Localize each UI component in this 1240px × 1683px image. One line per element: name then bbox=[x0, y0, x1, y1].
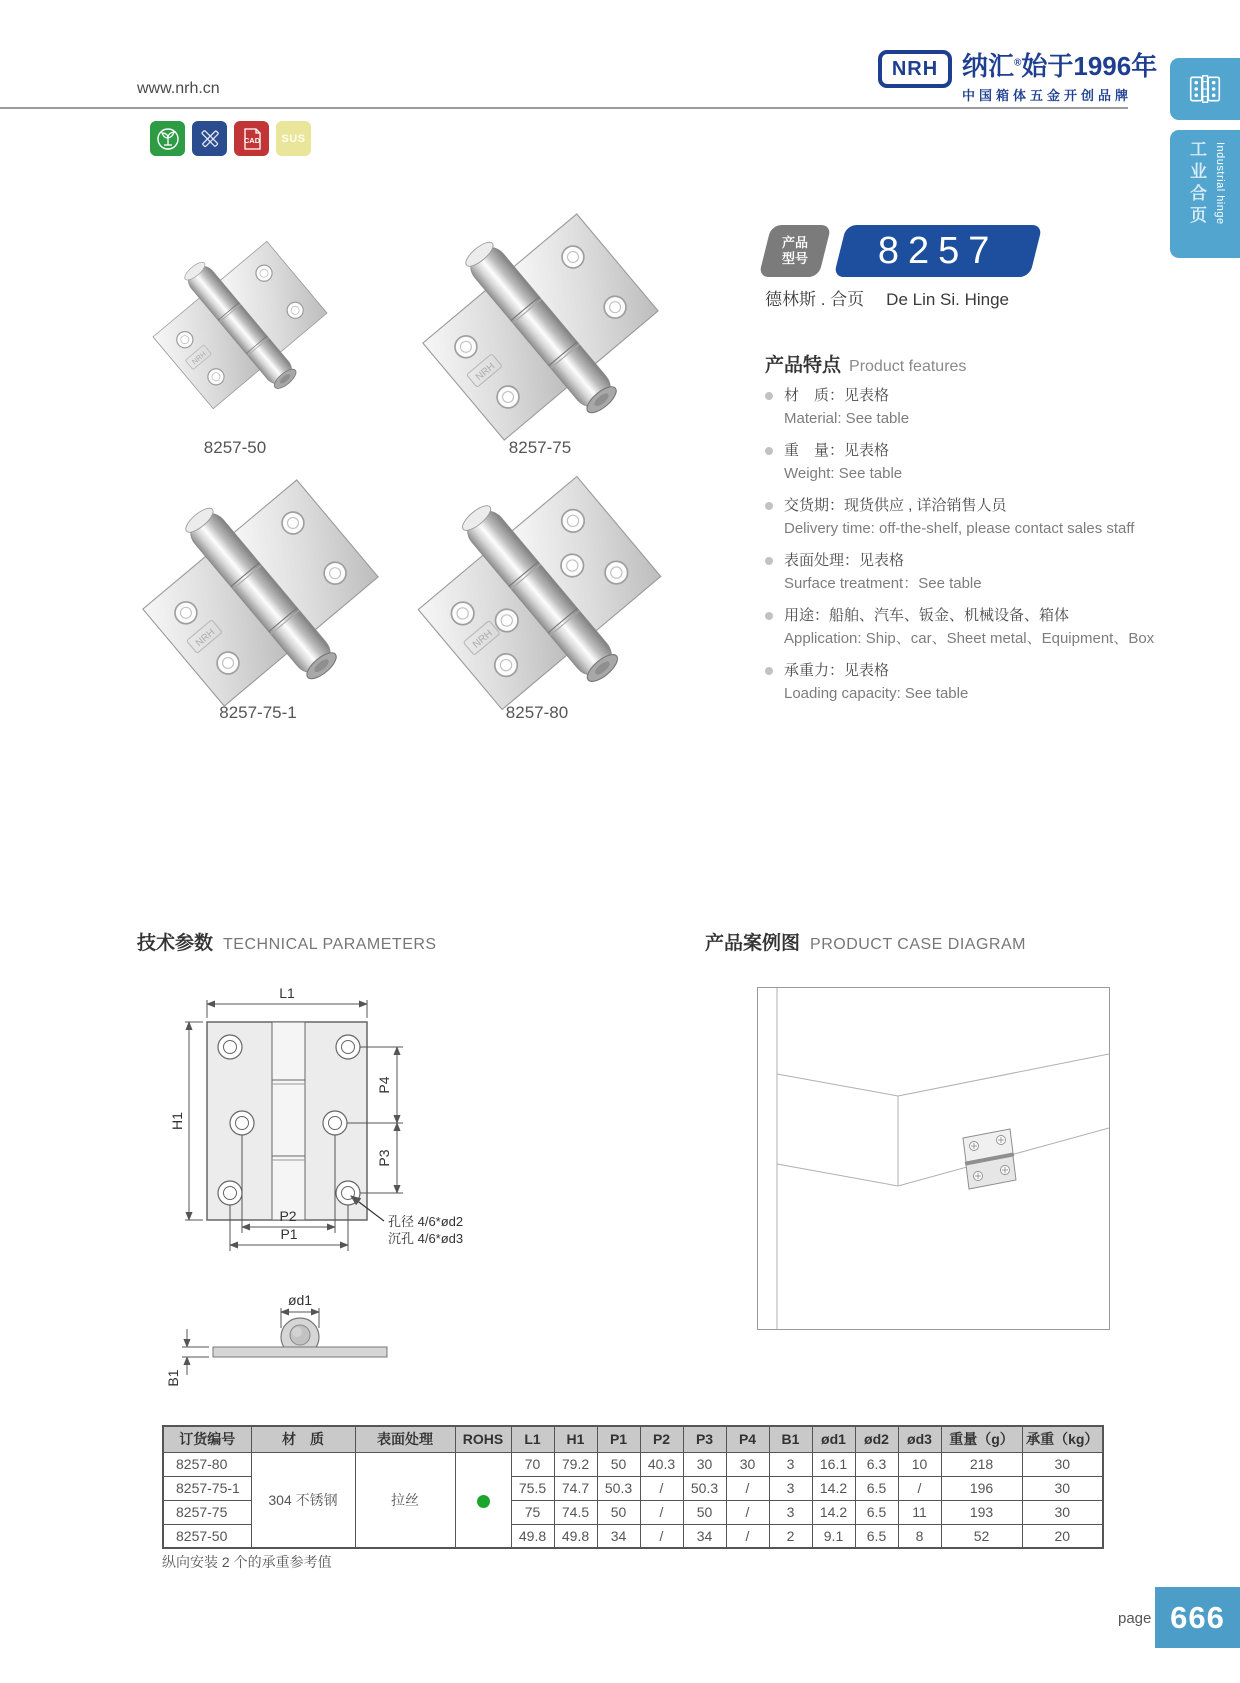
tab-hinge-icon[interactable] bbox=[1170, 58, 1240, 120]
surface-cell: 拉丝 bbox=[355, 1452, 455, 1548]
sus-label: SUS bbox=[281, 132, 306, 145]
table-row: 8257-80 304 不锈钢 拉丝 70 79.2 50 40.3 30 30 3 16.1 6.3 10 218 30 bbox=[163, 1452, 1103, 1476]
cad-icon bbox=[234, 121, 269, 156]
svg-text:沉孔 4/6*ød3: 沉孔 4/6*ød3 bbox=[388, 1231, 464, 1246]
site-url-link[interactable]: www.nrh.cn bbox=[137, 80, 220, 97]
page-label: page bbox=[1118, 1610, 1152, 1627]
material-cell: 304 不锈钢 bbox=[251, 1452, 355, 1548]
photo-label: 8257-75 bbox=[508, 438, 572, 457]
rohs-cell bbox=[455, 1452, 511, 1548]
table-row: 8257-50 49.8 49.8 34 / 34 / 2 9.1 6.5 8 52 20 bbox=[163, 1524, 1103, 1548]
tab-category-en: Industrial hinge bbox=[1214, 142, 1226, 225]
product-name-en: De Lin Si. Hinge bbox=[886, 290, 1010, 309]
svg-text:H1: H1 bbox=[169, 1112, 185, 1130]
tab-industrial-hinge[interactable] bbox=[1170, 130, 1240, 258]
tab-category-zh: 工业合页 bbox=[1187, 140, 1206, 228]
table-row: 8257-75 75 74.5 50 / 50 / 3 14.2 6.5 11 193 30 bbox=[163, 1500, 1103, 1524]
dimension-drawing-front bbox=[160, 960, 580, 1290]
certification-badges bbox=[150, 121, 311, 156]
case-diagram-title: 产品案例图 PRODUCT CASE DIAGRAM bbox=[705, 933, 1026, 954]
case-diagram bbox=[757, 987, 1110, 1330]
feature-item: 交货期：现货供应 , 详洽销售人员 Delivery time: off-the-shelf, please contact sales staff bbox=[765, 494, 1125, 540]
brand-subtitle: 中国箱体五金开创品牌 bbox=[962, 88, 1133, 103]
rohs-dot bbox=[477, 1495, 490, 1508]
brand-title: 纳汇®始于1996年 bbox=[962, 51, 1158, 81]
table-header-row: 订货编号 材 质 表面处理 ROHS L1 H1 P1 P2 P3 P4 B1 ød1 ød2 ød3 重量（g） 承重（kg） bbox=[163, 1426, 1103, 1452]
svg-text:B1: B1 bbox=[165, 1369, 181, 1387]
svg-text:P4: P4 bbox=[376, 1076, 392, 1094]
technical-title: 技术参数 TECHNICAL PARAMETERS bbox=[137, 933, 437, 954]
svg-text:孔径 4/6*ød2: 孔径 4/6*ød2 bbox=[388, 1214, 464, 1229]
feature-item: 材 质：见表格 Material: See table bbox=[765, 384, 1125, 430]
product-photo-8257-75-1 bbox=[118, 462, 403, 724]
photo-label: 8257-75-1 bbox=[219, 703, 297, 722]
feature-item: 用途：船舶、汽车、钣金、机械设备、箱体 Application: Ship、car、Sheet metal、Equipment、Box bbox=[765, 604, 1125, 650]
model-label-badge: 产品 型号 bbox=[759, 225, 832, 277]
table-note: 纵向安装 2 个的承重参考值 bbox=[162, 1554, 332, 1570]
photo-label: 8257-50 bbox=[203, 438, 267, 457]
hinge-icon bbox=[1187, 71, 1223, 107]
nrh-logo bbox=[878, 50, 952, 88]
svg-text:P2: P2 bbox=[279, 1208, 297, 1224]
feature-item: 承重力：见表格 Loading capacity: See table bbox=[765, 659, 1125, 705]
table-row: 8257-75-1 75.5 74.7 50.3 / 50.3 / 3 14.2 6.5 / 196 30 bbox=[163, 1476, 1103, 1500]
feature-item: 表面处理：见表格 Surface treatment：See table bbox=[765, 549, 1125, 595]
page-number: 666 bbox=[1155, 1587, 1240, 1648]
svg-text:L1: L1 bbox=[279, 985, 295, 1001]
features-title: 产品特点 Product features bbox=[765, 355, 967, 376]
svg-text:P1: P1 bbox=[280, 1226, 298, 1242]
model-number-badge bbox=[834, 225, 1043, 277]
case-hinge bbox=[963, 1129, 1016, 1189]
feature-item: 重 量：见表格 Weight: See table bbox=[765, 439, 1125, 485]
model-number: 8257 bbox=[877, 229, 999, 272]
features-list bbox=[765, 384, 1155, 714]
product-name-zh: 德林斯 . 合页 bbox=[765, 290, 865, 309]
photo-label: 8257-80 bbox=[505, 703, 569, 722]
brand-block bbox=[962, 46, 1157, 104]
sus-icon bbox=[276, 121, 311, 156]
tools-icon bbox=[192, 121, 227, 156]
dimension-drawing-side bbox=[160, 1280, 420, 1390]
product-photo-8257-75 bbox=[398, 196, 683, 458]
eco-icon bbox=[150, 121, 185, 156]
svg-text:P3: P3 bbox=[376, 1149, 392, 1167]
header-divider bbox=[0, 107, 1128, 109]
svg-text:CAD: CAD bbox=[243, 135, 260, 145]
nrh-logo-text: NRH bbox=[891, 57, 939, 80]
product-photo-8257-50 bbox=[135, 228, 345, 422]
svg-text:ød1: ød1 bbox=[287, 1292, 313, 1308]
product-name bbox=[765, 285, 1009, 310]
product-photo-8257-80 bbox=[392, 458, 687, 728]
spec-table bbox=[162, 1425, 1104, 1549]
